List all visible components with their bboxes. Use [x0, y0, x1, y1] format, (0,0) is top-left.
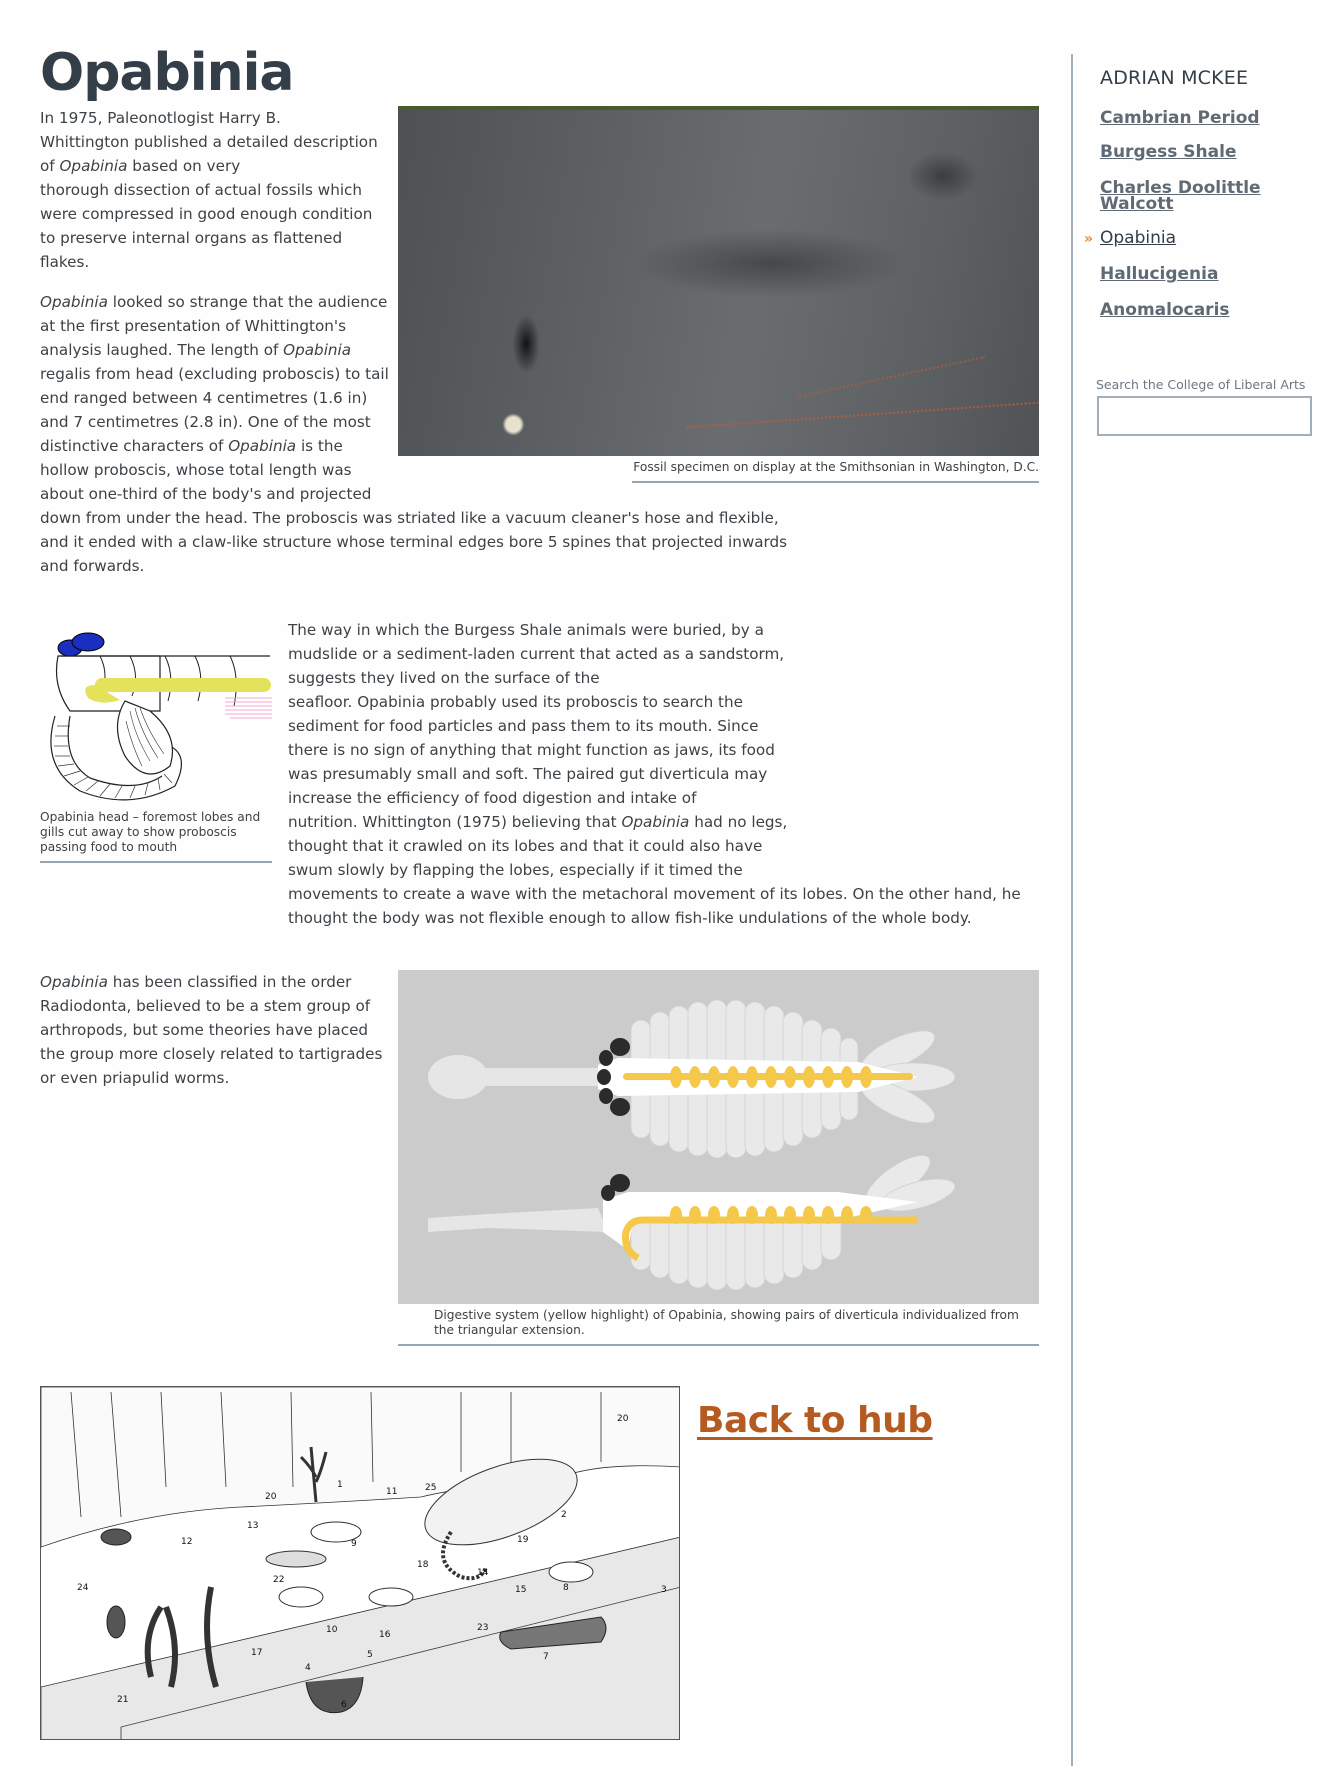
- text: or even priapulid worms.: [40, 1069, 230, 1087]
- sidebar-divider: [1071, 54, 1073, 1766]
- svg-text:3: 3: [661, 1585, 667, 1595]
- italic-term: Opabinia: [621, 813, 690, 831]
- svg-text:5: 5: [367, 1650, 373, 1660]
- text: distinctive characters of: [40, 437, 229, 455]
- svg-text:18: 18: [417, 1560, 429, 1570]
- svg-text:19: 19: [517, 1535, 529, 1545]
- text-line: [288, 618, 1048, 642]
- svg-text:4: 4: [305, 1663, 311, 1673]
- text: sediment for food particles and pass them to its mouth. Since: [288, 717, 759, 735]
- text-line: [288, 810, 1048, 834]
- head-caption: Opabinia head – foremost lobes and gills cut away to show proboscis passing food to mouth: [40, 810, 272, 863]
- text: is the: [296, 437, 343, 455]
- text: the group more closely related to tartigrades: [40, 1045, 383, 1063]
- text-line: [40, 410, 800, 434]
- page-title: Opabinia: [40, 43, 294, 103]
- text: analysis laughed. The length of: [40, 341, 284, 359]
- text-line: [40, 1018, 390, 1042]
- text: suggests they lived on the surface of the: [288, 669, 600, 687]
- sidebar-item-cambrian-period[interactable]: Cambrian Period: [1100, 108, 1260, 128]
- text: arthropods, but some theories have placed: [40, 1021, 369, 1039]
- text: Radiodonta, believed to be a stem group of: [40, 997, 371, 1015]
- fossil-caption: Fossil specimen on display at the Smithsonian in Washington, D.C.: [632, 460, 1039, 483]
- text: and it ended with a claw-like structure whose terminal edges bore 5 spines that projected inwards: [40, 533, 788, 551]
- svg-text:22: 22: [273, 1575, 285, 1585]
- text-line: [288, 834, 1048, 858]
- italic-term: Opabinia: [59, 157, 128, 175]
- digestive-system-diagram: [398, 970, 1039, 1304]
- paragraph-2: [40, 290, 800, 578]
- burgess-shale-ecosystem-illustration: [40, 1386, 680, 1740]
- svg-text:20: 20: [617, 1414, 629, 1424]
- opabinia-head-drawing: [40, 616, 272, 806]
- text-line: [288, 642, 1048, 666]
- text-line: In 1975, Paleonotlogist Harry B.: [40, 109, 281, 127]
- text-line: [40, 362, 800, 386]
- active-marker-icon: »: [1084, 231, 1094, 247]
- head-figure-caption: [40, 810, 272, 863]
- text: had no legs,: [689, 813, 788, 831]
- text-line: thorough dissection of actual fossils which: [40, 181, 363, 199]
- search-label: Search the College of Liberal Arts: [1096, 377, 1306, 392]
- back-to-hub-link[interactable]: Back to hub: [697, 1400, 933, 1441]
- text-line: [288, 786, 1048, 810]
- text-line: [40, 314, 800, 338]
- text: based on very: [127, 157, 241, 175]
- text: and 7 centimetres (2.8 in). One of the most: [40, 413, 371, 431]
- text: swum slowly by flapping the lobes, especially if it timed the: [288, 861, 743, 879]
- text: has been classified in the order: [107, 973, 352, 991]
- text: at the first presentation of Whittington's: [40, 317, 346, 335]
- svg-text:9: 9: [351, 1539, 357, 1549]
- text-line: [288, 666, 1048, 690]
- svg-text:14: 14: [477, 1568, 489, 1578]
- text: looked so strange that the audience: [107, 293, 388, 311]
- svg-text:13: 13: [247, 1521, 259, 1531]
- svg-text:20: 20: [265, 1492, 277, 1502]
- svg-text:21: 21: [117, 1695, 129, 1705]
- search-input[interactable]: [1097, 396, 1312, 436]
- italic-term: Opabinia: [40, 293, 108, 311]
- sidebar-item-opabinia[interactable]: Opabinia: [1100, 228, 1177, 248]
- text-line: [40, 386, 800, 410]
- text: hollow proboscis, whose total length was: [40, 461, 352, 479]
- text: mudslide or a sediment-laden current that acted as a sandstorm,: [288, 645, 785, 663]
- text-line: to preserve internal organs as flattened: [40, 229, 343, 247]
- text-line: [40, 482, 800, 506]
- text-line: [40, 290, 800, 314]
- text-line: [288, 906, 1048, 930]
- svg-text:25: 25: [425, 1483, 437, 1493]
- text-line: [40, 970, 390, 994]
- text-line: [288, 738, 1048, 762]
- text-line: Whittington published a detailed description: [40, 133, 378, 151]
- svg-text:11: 11: [386, 1487, 398, 1497]
- text-line: [288, 762, 1048, 786]
- svg-text:23: 23: [477, 1623, 489, 1633]
- text-line: [288, 714, 1048, 738]
- text: thought that it crawled on its lobes and that it could also have: [288, 837, 763, 855]
- italic-term: Opabinia: [283, 341, 352, 359]
- text-line: [40, 434, 800, 458]
- text-line: [40, 458, 800, 482]
- svg-text:24: 24: [77, 1583, 89, 1593]
- text-line: [40, 530, 800, 554]
- text: end ranged between 4 centimetres (1.6 in): [40, 389, 368, 407]
- text-line: [288, 858, 1048, 882]
- svg-text:6: 6: [341, 1700, 347, 1710]
- text: movements to create a wave with the metachoral movement of its lobes. On the other hand, he: [288, 885, 1021, 903]
- svg-text:8: 8: [563, 1583, 569, 1593]
- text: seafloor. Opabinia probably used its proboscis to search the: [288, 693, 743, 711]
- paragraph-4: [40, 970, 390, 1090]
- svg-text:12: 12: [181, 1537, 193, 1547]
- text: The way in which the Burgess Shale animals were buried, by a: [288, 621, 764, 639]
- italic-term: Opabinia: [228, 437, 297, 455]
- sidebar-item-charles-doolittle-walcott[interactable]: Charles Doolittle Walcott: [1100, 178, 1261, 214]
- text: down from under the head. The proboscis was striated like a vacuum cleaner's hose and flexible,: [40, 509, 779, 527]
- text: nutrition. Whittington (1975) believing that: [288, 813, 622, 831]
- sidebar-item-hallucigenia[interactable]: Hallucigenia: [1100, 264, 1219, 284]
- text-line: flakes.: [40, 253, 90, 271]
- text-line: [40, 154, 380, 178]
- paragraph-3: [288, 618, 1048, 930]
- text: of: [40, 157, 60, 175]
- digestive-caption: Digestive system (yellow highlight) of Opabinia, showing pairs of diverticula individualized from the triangular extension.: [398, 1308, 1039, 1346]
- svg-text:17: 17: [251, 1648, 263, 1658]
- svg-text:16: 16: [379, 1630, 391, 1640]
- sidebar-heading: ADRIAN MCKEE: [1100, 67, 1249, 89]
- sidebar-item-burgess-shale[interactable]: Burgess Shale: [1100, 142, 1237, 162]
- svg-text:15: 15: [515, 1585, 527, 1595]
- text: regalis from head (excluding proboscis) to tail: [40, 365, 389, 383]
- intro-paragraph: [40, 106, 380, 274]
- text: thought the body was not flexible enough to allow fish-like undulations of the whole body.: [288, 909, 972, 927]
- text-line: [40, 506, 800, 530]
- text: was presumably small and soft. The paired gut diverticula may: [288, 765, 768, 783]
- text-line: [288, 690, 1048, 714]
- digestive-figure-caption: [398, 1308, 1039, 1346]
- text-line: [288, 882, 1048, 906]
- text-line: were compressed in good enough condition: [40, 205, 373, 223]
- text-line: [40, 554, 800, 578]
- text: there is no sign of anything that might function as jaws, its food: [288, 741, 775, 759]
- head-drawing-svg: [40, 616, 272, 806]
- text: and forwards.: [40, 557, 145, 575]
- digestive-diagram-svg: [398, 970, 1039, 1304]
- text-line: [40, 1066, 390, 1090]
- svg-text:10: 10: [326, 1625, 338, 1635]
- photo-detail: [797, 356, 986, 398]
- text: about one-third of the body's and projected: [40, 485, 372, 503]
- text-line: [40, 1042, 390, 1066]
- text: increase the efficiency of food digestion and intake of: [288, 789, 697, 807]
- svg-text:2: 2: [561, 1510, 567, 1520]
- text-line: [40, 994, 390, 1018]
- svg-text:7: 7: [543, 1652, 549, 1662]
- italic-term: Opabinia: [40, 973, 108, 991]
- sidebar-item-anomalocaris[interactable]: Anomalocaris: [1100, 300, 1230, 320]
- ecosystem-svg: [41, 1387, 680, 1740]
- svg-text:1: 1: [337, 1480, 343, 1490]
- text-line: [40, 338, 800, 362]
